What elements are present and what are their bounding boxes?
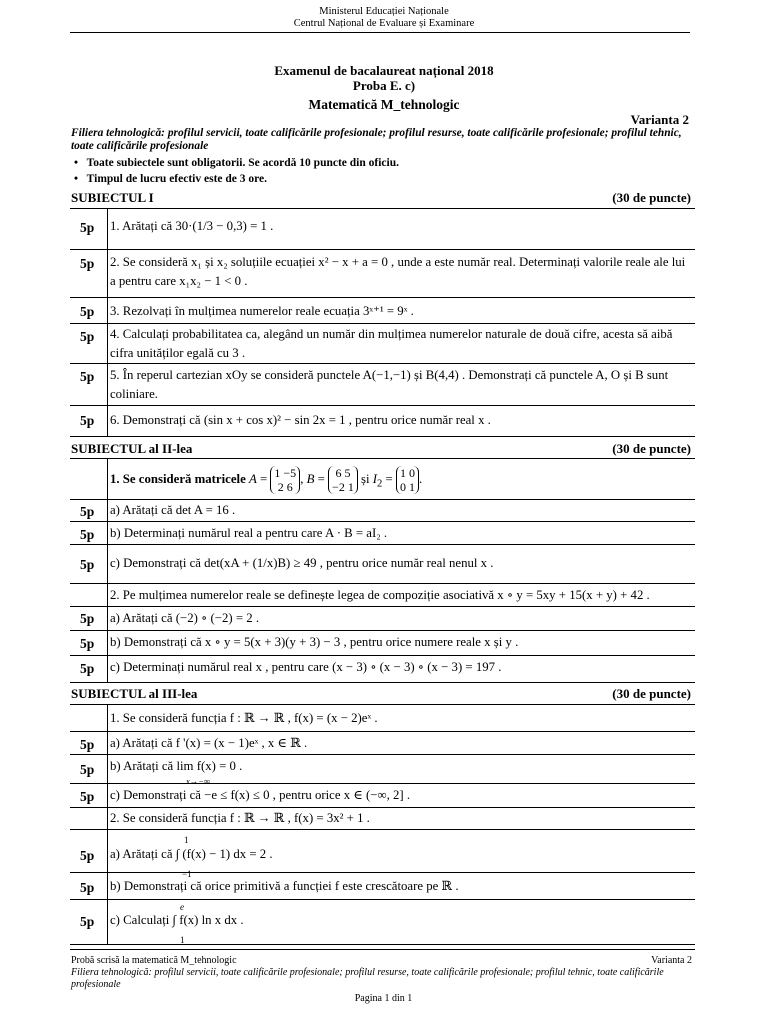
points-s2-1c: 5p — [80, 557, 95, 572]
s2-item-1b: b) Determinați numărul real a pentru care A · B = aI₂ . — [110, 526, 388, 540]
points-s1-3: 5p — [80, 304, 95, 319]
s3-item-2c — [110, 902, 690, 945]
s3-rule — [70, 731, 695, 732]
s1-item-6: 6. Demonstrați că (sin x + cos x)² − sin 2x = 1 , pentru orice număr real x . — [110, 413, 491, 427]
s2-rule — [70, 521, 695, 522]
matrix-b — [328, 466, 358, 494]
s2-rule — [70, 606, 695, 607]
s3-item-2a-text: a) Arătați că ∫ (f(x) − 1) dx = 2 . — [110, 847, 273, 861]
page-number: Pagina 1 din 1 — [354, 993, 413, 1004]
s2-intro-1-text: 1. Se consideră matricele — [110, 471, 246, 486]
s3-item-2c-text: c) Calculați ∫ f(x) ln x dx . — [110, 913, 244, 927]
integral-c-upper: e — [180, 902, 184, 912]
points-s1-2: 5p — [80, 256, 95, 271]
matrix-b-row2: −2 1 — [332, 480, 354, 494]
points-s2-2c: 5p — [80, 661, 95, 676]
s1-rule — [70, 323, 695, 324]
s2-item-1a: a) Arătați că det A = 16 . — [110, 503, 236, 517]
s1-rule — [70, 249, 695, 250]
integral-a-upper: 1 — [184, 835, 189, 845]
points-s3-1c: 5p — [80, 789, 95, 804]
s2-rule — [70, 583, 695, 584]
s2-item-2c: c) Determinați numărul real x , pentru care (x − 3) ∘ (x − 3) ∘ (x − 3) = 197 . — [110, 660, 502, 674]
s2-rule — [70, 499, 695, 500]
points-s1-6: 5p — [80, 413, 95, 428]
section-2-points: (30 de puncte) — [612, 441, 691, 456]
variant-label: Varianta 2 — [630, 112, 689, 127]
s3-item-1b-text: b) Arătați că lim f(x) = 0 . — [110, 759, 243, 773]
s1-item-3: 3. Rezolvați în mulțimea numerelor reale ecuația 3ˣ⁺¹ = 9ˣ . — [110, 304, 414, 318]
s1-item-2: 2. Se consideră x₁ și x₂ soluțiile ecuației x² − x + a = 0 , unde a este număr real. Determinați valorile reale ale lui a pentru care x₁x₂ − 1 < 0 . — [110, 255, 686, 288]
s2-rule — [70, 655, 695, 656]
section-1-name: SUBIECTUL I — [71, 190, 154, 205]
points-s1-1: 5p — [80, 220, 95, 235]
s2-item-2b: b) Demonstrați că x ∘ y = 5(x + 3)(y + 3) − 3 , pentru orice numere reale x și y . — [110, 635, 519, 649]
s1-rule — [70, 405, 695, 406]
s3-rule — [70, 783, 695, 784]
points-s2-2b: 5p — [80, 636, 95, 651]
section-3-divider — [107, 704, 108, 944]
footer-filiera: Filiera tehnologică: profilul servicii, toate calificările profesionale; profilul resurse, toate calificările profesionale; profilul tehnic, toate calificările profesionale — [71, 967, 664, 990]
s3-intro-2: 2. Se consideră funcția f : ℝ → ℝ , f(x) = 3x² + 1 . — [110, 811, 370, 825]
instruction-2-text: Timpul de lucru efectiv este de 3 ore. — [86, 173, 268, 185]
points-s2-2a: 5p — [80, 611, 95, 626]
matrix-i2-row1: 1 0 — [399, 466, 415, 480]
points-s2-1b: 5p — [80, 527, 95, 542]
section-3-top-rule — [70, 704, 695, 705]
s3-rule — [70, 899, 695, 900]
points-s2-1a: 5p — [80, 504, 95, 519]
instruction-1: • Toate subiectele sunt obligatorii. Se acordă 10 puncte din oficiu. — [74, 157, 399, 169]
footer-left: Probă scrisă la matematică M_tehnologic — [71, 955, 237, 966]
s1-rule — [70, 297, 695, 298]
s3-intro-1: 1. Se consideră funcția f : ℝ → ℝ , f(x) = (x − 2)eˣ . — [110, 711, 378, 725]
exam-proba: Proba E. c) — [352, 78, 416, 93]
matrix-i2-row2: 0 1 — [399, 480, 415, 494]
s1-item-5: 5. În reperul cartezian xOy se consideră punctele A(−1,−1) și B(4,4) . Demonstrați că punctele A, O și B sunt coliniare. — [110, 368, 669, 401]
header-divider — [70, 32, 690, 33]
section-1-bottom-rule — [70, 436, 695, 437]
points-s1-4: 5p — [80, 329, 95, 344]
s3-item-2b: b) Demonstrați că orice primitivă a funcției f este crescătoare pe ℝ . — [110, 879, 459, 893]
exam-title: Examenul de bacalaureat național 2018 — [274, 63, 494, 78]
s2-rule — [70, 630, 695, 631]
center-name: Centrul Național de Evaluare și Examinare — [293, 18, 475, 29]
section-2-name: SUBIECTUL al II-lea — [71, 441, 193, 456]
s1-item-1: 1. Arătați că 30·(1/3 − 0,3) = 1 . — [110, 219, 274, 233]
matrix-a-row2: 2 6 — [277, 480, 293, 494]
limit-subscript: x→−∞ — [186, 776, 211, 786]
s2-item-1c: c) Demonstrați că det(xA + (1/x)B) ≥ 49 , pentru orice număr real nenul x . — [110, 556, 494, 570]
footer-variant: Varianta 2 — [651, 955, 692, 966]
s3-item-1a: a) Arătați că f '(x) = (x − 1)eˣ , x ∈ ℝ . — [110, 736, 308, 750]
points-s3-2b: 5p — [80, 880, 95, 895]
footer-line-1 — [71, 955, 696, 967]
instruction-2: • Timpul de lucru efectiv este de 3 ore. — [74, 173, 268, 185]
section-2-divider — [107, 458, 108, 683]
section-2-top-rule — [70, 458, 695, 459]
s3-rule — [70, 807, 695, 808]
s3-rule — [70, 872, 695, 873]
matrix-a — [270, 466, 300, 494]
points-s3-2c: 5p — [80, 914, 95, 929]
footer-rule — [70, 949, 695, 950]
s2-intro-1: 1. Se consideră matricele A = 1 −5 2 6, B = 6 5 −2 1 și $I_2 = 1$ 0 0 1. — [110, 466, 423, 494]
s1-item-4: 4. Calculați probabilitatea ca, alegând un număr din mulțimea numerelor naturale de două cifre, acesta să aibă cifra unităților egală cu 3 . — [110, 327, 673, 360]
s3-rule — [70, 829, 695, 830]
points-s1-5: 5p — [80, 369, 95, 384]
section-1-title — [71, 190, 691, 206]
matrix-i2 — [396, 466, 419, 494]
s1-rule — [70, 363, 695, 364]
section-3-title — [71, 686, 691, 702]
section-1-top-rule — [70, 208, 695, 209]
exam-title-block — [0, 63, 768, 93]
s3-item-1c: c) Demonstrați că −e ≤ f(x) ≤ 0 , pentru orice x ∈ (−∞, 2] . — [110, 788, 411, 802]
filiera-text: Filiera tehnologică: profilul servicii, toate calificările profesionale; profilul resurse, toate calificările profesionale; profilul tehnic, toate calificările profesionale — [71, 127, 682, 152]
integral-c-lower: 1 — [180, 935, 185, 945]
s3-item-2a — [110, 835, 690, 879]
section-3-bottom-rule — [70, 944, 695, 945]
s3-item-1b — [110, 757, 690, 786]
points-s3-1a: 5p — [80, 737, 95, 752]
points-s3-1b: 5p — [80, 762, 95, 777]
section-3-points: (30 de puncte) — [612, 686, 691, 701]
s2-intro-2: 2. Pe mulțimea numerelor reale se definește legea de compoziție asociativă x ∘ y = 5xy + 15(x + y) + 42 . — [110, 588, 650, 602]
section-3-name: SUBIECTUL al III-lea — [71, 686, 198, 701]
matrix-a-row1: 1 −5 — [274, 466, 297, 480]
header-institution — [0, 6, 768, 30]
ministry-name: Ministerul Educației Naționale — [319, 6, 449, 17]
integral-a-lower: −1 — [182, 869, 192, 879]
points-s3-2a: 5p — [80, 848, 95, 863]
matrix-b-row1: 6 5 — [335, 466, 351, 480]
section-2-title — [71, 441, 691, 457]
section-1-divider — [107, 208, 108, 436]
s3-rule — [70, 754, 695, 755]
s2-rule — [70, 544, 695, 545]
subject-title: Matematică M_tehnologic — [308, 97, 460, 112]
instruction-1-text: Toate subiectele sunt obligatorii. Se acordă 10 puncte din oficiu. — [86, 157, 399, 169]
section-1-points: (30 de puncte) — [612, 190, 691, 205]
s2-item-2a: a) Arătați că (−2) ∘ (−2) = 2 . — [110, 611, 260, 625]
section-2-bottom-rule — [70, 682, 695, 683]
